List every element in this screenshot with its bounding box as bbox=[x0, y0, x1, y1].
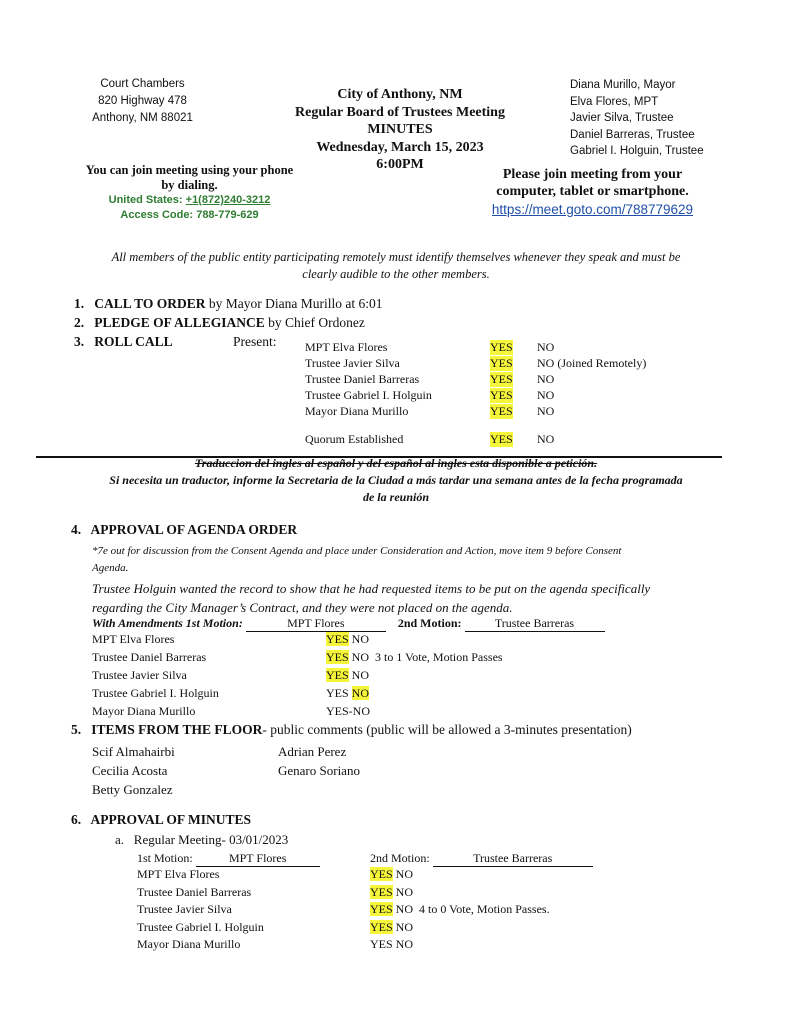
table-row bbox=[137, 902, 637, 920]
second-motion: Trustee Barreras bbox=[433, 851, 593, 867]
member-name: Trustee Javier Silva bbox=[137, 902, 232, 916]
table-row bbox=[137, 885, 637, 903]
vote-no: NO bbox=[395, 867, 414, 881]
agenda-note bbox=[92, 543, 742, 577]
floor-heading bbox=[71, 722, 632, 738]
second-motion-label: 2nd Motion: bbox=[397, 616, 462, 630]
notice-line: All members of the public entity participating remotely must identify themselves whenever they speak and must be bbox=[111, 250, 681, 264]
vote-no: NO bbox=[395, 937, 414, 951]
item-number: 6. bbox=[71, 812, 82, 827]
vote-yes: YES bbox=[370, 884, 393, 899]
item-number: 2. bbox=[74, 315, 85, 330]
item-title: APPROVAL OF MINUTES bbox=[90, 812, 252, 827]
table-row-struck bbox=[137, 937, 637, 955]
table-row bbox=[305, 356, 685, 372]
item-number: 5. bbox=[71, 722, 82, 737]
item-title: PLEDGE OF ALLEGIANCE bbox=[94, 315, 265, 330]
second-motion: Trustee Barreras bbox=[465, 616, 605, 632]
minutes-subitem: a. Regular Meeting- 03/01/2023 bbox=[115, 832, 289, 847]
member-name: MPT Elva Flores bbox=[305, 340, 388, 354]
vote-yes: YES bbox=[326, 704, 349, 718]
member-name: Trustee Daniel Barreras bbox=[305, 372, 420, 386]
member-name: Trustee Daniel Barreras bbox=[92, 650, 207, 664]
us-label: United States: bbox=[108, 194, 186, 206]
vote-no: NO bbox=[395, 919, 414, 934]
roll-call-table bbox=[305, 340, 685, 448]
table-row bbox=[92, 668, 612, 686]
member-name: Trustee Daniel Barreras bbox=[137, 884, 252, 899]
note-line: Agenda. bbox=[92, 562, 129, 574]
vote-yes: YES bbox=[326, 668, 349, 682]
member-name: Trustee Javier Silva bbox=[305, 356, 400, 370]
member-name: Mayor Diana Murillo bbox=[305, 404, 409, 418]
phone-number-line bbox=[62, 193, 317, 208]
item-pledge bbox=[74, 314, 365, 332]
translation-line: Si necesita un traductor, informe la Secretaria de la Ciudad a más tardar una semana antes de la fecha programada bbox=[109, 473, 683, 487]
translation-line: Traduccion del ingles al español y del español al ingles esta disponible a petición. bbox=[194, 456, 598, 470]
phone-block bbox=[62, 163, 317, 223]
quorum-label: Quorum Established bbox=[305, 432, 404, 446]
minutes-second-motion bbox=[370, 851, 593, 867]
agenda-vote-table bbox=[92, 632, 612, 722]
vote-no: NO bbox=[351, 632, 370, 646]
vote-no: NO bbox=[537, 340, 555, 354]
speaker-name: Genaro Soriano bbox=[278, 763, 360, 778]
vote-no: NO bbox=[537, 388, 555, 402]
agenda-heading bbox=[71, 522, 297, 538]
vote-no: NO bbox=[352, 704, 371, 718]
table-row bbox=[305, 340, 685, 356]
speaker-name: Cecilia Acosta bbox=[92, 763, 168, 778]
first-motion-label: 1st Motion: bbox=[137, 851, 193, 865]
vote-yes: YES bbox=[490, 404, 513, 418]
item-call-to-order bbox=[74, 295, 383, 313]
member-name: Mayor Diana Murillo bbox=[92, 704, 196, 718]
phone-line: by dialing. bbox=[161, 178, 218, 192]
vote-yes: YES bbox=[490, 388, 513, 402]
meeting-header bbox=[270, 86, 530, 174]
member-line: Daniel Barreras, Trustee bbox=[570, 128, 695, 141]
address-line: 820 Highway 478 bbox=[98, 95, 187, 107]
speaker-name: Betty Gonzalez bbox=[92, 782, 173, 797]
vote-no: NO bbox=[537, 404, 555, 418]
city-title: City of Anthony, NM bbox=[337, 87, 463, 102]
item-title: ITEMS FROM THE FLOOR bbox=[91, 722, 263, 737]
vote-yes: YES bbox=[370, 919, 393, 934]
meeting-time: 6:00PM bbox=[376, 157, 424, 172]
access-code: Access Code: 788-779-629 bbox=[120, 209, 259, 221]
vote-yes: YES bbox=[490, 340, 513, 354]
vote-no: NO bbox=[351, 650, 370, 664]
table-row bbox=[137, 867, 637, 885]
statement-line: Trustee Holguin wanted the record to show that he had requested items to be put on the agenda specifically bbox=[92, 581, 651, 596]
address-line: Court Chambers bbox=[100, 78, 185, 90]
vote-result: 4 to 0 Vote, Motion Passes. bbox=[419, 902, 550, 916]
vote-no: NO bbox=[537, 432, 555, 446]
member-line: Diana Murillo, Mayor bbox=[570, 79, 676, 91]
member-line: Elva Flores, MPT bbox=[570, 95, 659, 108]
table-row bbox=[305, 404, 685, 420]
member-name: Trustee Javier Silva bbox=[92, 668, 187, 682]
vote-yes: YES bbox=[326, 686, 349, 700]
motion-label: With Amendments 1st Motion: bbox=[92, 616, 243, 630]
holguin-statement bbox=[92, 579, 742, 617]
item-detail: by Mayor Diana Murillo at 6:01 bbox=[205, 296, 383, 311]
item-number: 3. bbox=[74, 334, 85, 349]
meeting-date: Wednesday, March 15, 2023 bbox=[316, 139, 484, 155]
note-line: *7e out for discussion from the Consent Agenda and place under Consideration and Action, move item 9 before Consent bbox=[92, 545, 622, 557]
notice-line: clearly audible to the other members. bbox=[302, 266, 490, 281]
minutes-motion-line bbox=[137, 851, 320, 867]
online-line: Please join meeting from your bbox=[502, 167, 683, 182]
second-motion-label: 2nd Motion: bbox=[370, 851, 430, 865]
item-title: ROLL CALL bbox=[94, 334, 173, 349]
table-row bbox=[92, 632, 612, 650]
vote-no: NO (Joined Remotely) bbox=[537, 356, 647, 370]
statement-line: regarding the City Manager’s Contract, and they were not placed on the agenda. bbox=[92, 600, 513, 615]
floor-speakers-col1 bbox=[92, 742, 175, 799]
vote-yes: YES bbox=[490, 372, 513, 386]
first-motion: MPT Flores bbox=[196, 851, 320, 867]
first-motion: MPT Flores bbox=[246, 616, 386, 632]
member-line: Gabriel I. Holguin, Trustee bbox=[570, 145, 704, 157]
item-number: 4. bbox=[71, 522, 82, 537]
vote-yes: YES bbox=[326, 632, 349, 646]
table-row bbox=[305, 372, 685, 388]
table-row bbox=[137, 920, 637, 938]
address-block bbox=[70, 76, 215, 127]
translation-notice bbox=[40, 455, 752, 506]
member-name: MPT Elva Flores bbox=[137, 867, 220, 881]
present-label: Present: bbox=[233, 334, 277, 349]
address-line: Anthony, NM 88021 bbox=[92, 112, 193, 124]
vote-no: NO bbox=[351, 668, 370, 682]
phone-number-link[interactable]: +1(872)240-3212 bbox=[185, 194, 271, 206]
member-name: MPT Elva Flores bbox=[92, 632, 175, 646]
vote-no: NO bbox=[395, 884, 414, 899]
floor-speakers-col2 bbox=[278, 742, 360, 780]
table-row bbox=[92, 686, 612, 704]
table-row bbox=[305, 388, 685, 404]
vote-yes: YES bbox=[326, 650, 349, 664]
vote-yes: YES bbox=[370, 867, 393, 881]
minutes-title: MINUTES bbox=[367, 122, 433, 137]
vote-yes: YES bbox=[490, 432, 513, 446]
item-title: APPROVAL OF AGENDA ORDER bbox=[90, 522, 298, 537]
remote-notice bbox=[40, 249, 752, 282]
vote-no: NO bbox=[537, 372, 555, 386]
vote-yes: YES bbox=[370, 902, 393, 916]
vote-result: 3 to 1 Vote, Motion Passes bbox=[375, 650, 503, 664]
speaker-name: Adrian Perez bbox=[278, 744, 347, 759]
meeting-link[interactable]: https://meet.goto.com/788779629 bbox=[491, 202, 694, 217]
quorum-row bbox=[305, 432, 685, 448]
meeting-title: Regular Board of Trustees Meeting bbox=[295, 104, 505, 120]
online-line: computer, tablet or smartphone. bbox=[496, 184, 689, 199]
item-title: CALL TO ORDER bbox=[94, 296, 206, 311]
vote-no: NO bbox=[351, 686, 370, 700]
vote-yes: YES bbox=[370, 937, 393, 951]
item-detail: by Chief Ordonez bbox=[264, 315, 365, 330]
minutes-vote-table bbox=[137, 867, 637, 955]
member-name: Mayor Diana Murillo bbox=[137, 937, 241, 951]
item-detail: - public comments (public will be allowed a 3-minutes presentation) bbox=[262, 722, 632, 737]
members-block bbox=[570, 77, 770, 160]
item-roll-call bbox=[74, 333, 173, 351]
table-row-struck: Mayor Diana Murillo YES-NO bbox=[92, 704, 371, 718]
agenda-motion-line bbox=[92, 616, 605, 632]
member-line: Javier Silva, Trustee bbox=[570, 112, 674, 124]
speaker-name: Scif Almahairbi bbox=[92, 744, 175, 759]
translation-line: de la reunión bbox=[362, 490, 429, 504]
member-name: Trustee Gabriel I. Holguin bbox=[305, 388, 432, 402]
online-block bbox=[460, 166, 725, 219]
phone-line: You can join meeting using your phone bbox=[85, 163, 294, 177]
minutes-heading bbox=[71, 812, 251, 828]
vote-no: NO bbox=[395, 902, 414, 916]
item-number: 1. bbox=[74, 296, 85, 311]
table-row bbox=[92, 650, 612, 668]
member-name: Trustee Gabriel I. Holguin bbox=[137, 919, 264, 934]
member-name: Trustee Gabriel I. Holguin bbox=[92, 686, 219, 700]
vote-yes: YES bbox=[490, 356, 513, 370]
